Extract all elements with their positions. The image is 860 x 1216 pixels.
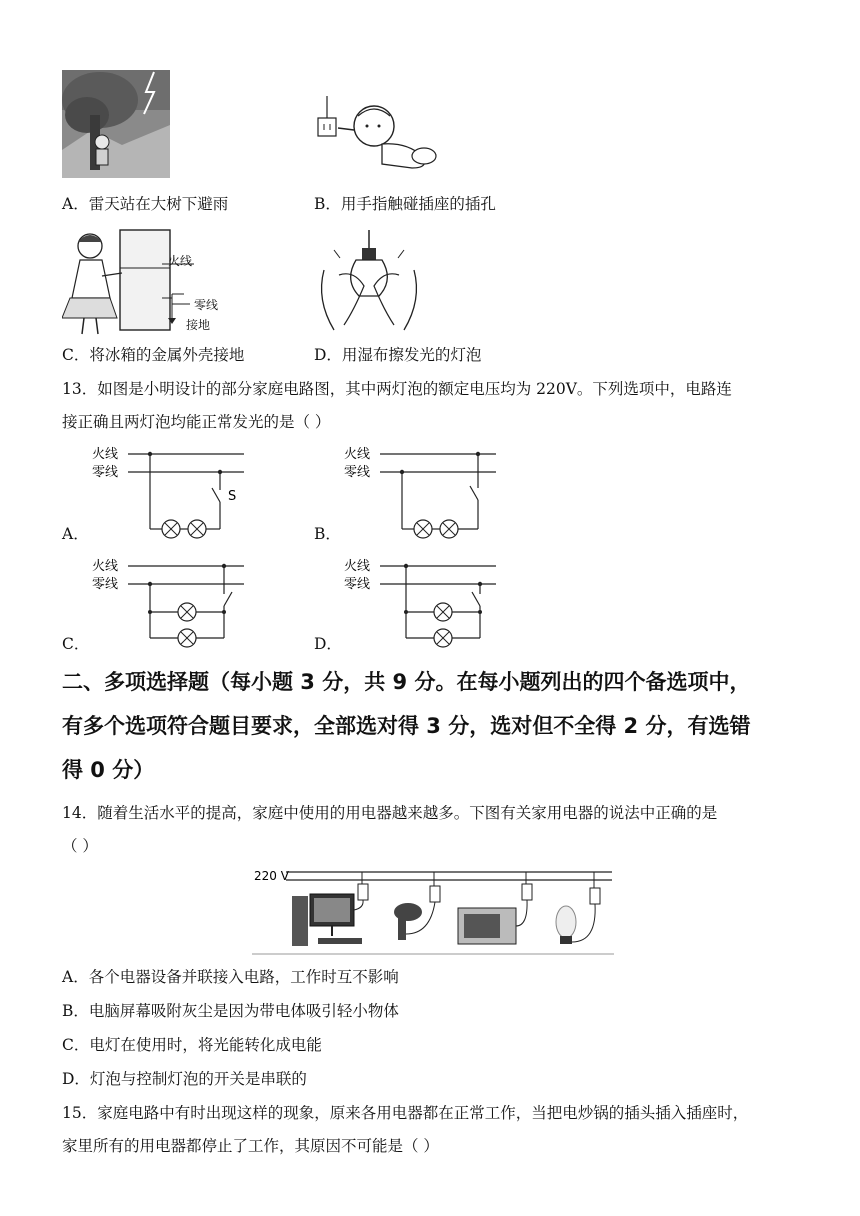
q14-option-a: A．各个电器设备并联接入电路，工作时互不影响 — [62, 968, 399, 986]
section2-heading-line3: 得 0 分） — [62, 758, 155, 782]
q12-option-b: B．用手指触碰插座的插孔 — [314, 195, 496, 213]
q13-stem-line1: 13．如图是小明设计的部分家庭电路图，其中两灯泡的额定电压均为 220V。下列选项中，电路连 — [62, 380, 732, 398]
q13-option-d: D． — [314, 635, 342, 653]
q15-stem-line1: 15．家庭电路中有时出现这样的现象，原来各用电器都在正常工作，当把电炒锅的插头插入插座时， — [62, 1104, 749, 1122]
circuit-d — [340, 554, 500, 658]
circuit-b-live-label: 火线 — [344, 447, 371, 462]
household-appliances-illustration — [252, 864, 614, 960]
q13-option-a: A． — [62, 525, 89, 543]
section2-heading-line2: 有多个选项符合题目要求，全部选对得 3 分，选对但不全得 2 分，有选错 — [62, 714, 751, 738]
circuit-a-live-label: 火线 — [92, 447, 119, 462]
q12-option-c: C．将冰箱的金属外壳接地 — [62, 346, 245, 364]
circuit-c-live-label: 火线 — [92, 559, 119, 574]
fridge-ground-illustration — [62, 228, 237, 340]
circuit-a-neutral-label: 零线 — [92, 465, 119, 480]
q14-option-c: C．电灯在使用时，将光能转化成电能 — [62, 1036, 322, 1054]
q12-option-a: A．雷天站在大树下避雨 — [62, 195, 229, 213]
circuit-d-neutral-label: 零线 — [344, 577, 371, 592]
tree-lightning-illustration — [62, 70, 170, 182]
section2-heading-line1: 二、多项选择题（每小题 3 分，共 9 分。在每小题列出的四个备选项中， — [62, 670, 751, 694]
q14-stem-line2: （ ） — [62, 837, 98, 855]
wet-cloth-bulb-illustration — [314, 230, 424, 340]
appliances-voltage-label: 220 V — [254, 869, 289, 883]
q15-stem-line2: 家里所有的用电器都停止了工作，其原因不可能是（ ） — [62, 1137, 439, 1155]
circuit-c — [88, 554, 248, 658]
q13-option-b: B． — [314, 525, 341, 543]
fridge-live-label: 火线 — [168, 254, 193, 268]
circuit-b — [340, 442, 500, 546]
circuit-a — [88, 442, 248, 546]
circuit-c-neutral-label: 零线 — [92, 577, 119, 592]
q14-option-b: B．电脑屏幕吸附灰尘是因为带电体吸引轻小物体 — [62, 1002, 399, 1020]
circuit-d-live-label: 火线 — [344, 559, 371, 574]
circuit-b-neutral-label: 零线 — [344, 465, 371, 480]
q12-option-d: D．用湿布擦发光的灯泡 — [314, 346, 482, 364]
q14-option-d: D．灯泡与控制灯泡的开关是串联的 — [62, 1070, 307, 1088]
baby-socket-illustration — [312, 94, 440, 180]
q13-stem-line2: 接正确且两灯泡均能正常发光的是（ ） — [62, 413, 331, 431]
q13-option-c: C． — [62, 635, 90, 653]
fridge-ground-label: 接地 — [186, 318, 211, 332]
q14-stem-line1: 14．随着生活水平的提高，家庭中使用的用电器越来越多。下图有关家用电器的说法中正确的是 — [62, 804, 718, 822]
fridge-neutral-label: 零线 — [194, 298, 219, 312]
circuit-a-switch-label: S — [228, 489, 237, 504]
